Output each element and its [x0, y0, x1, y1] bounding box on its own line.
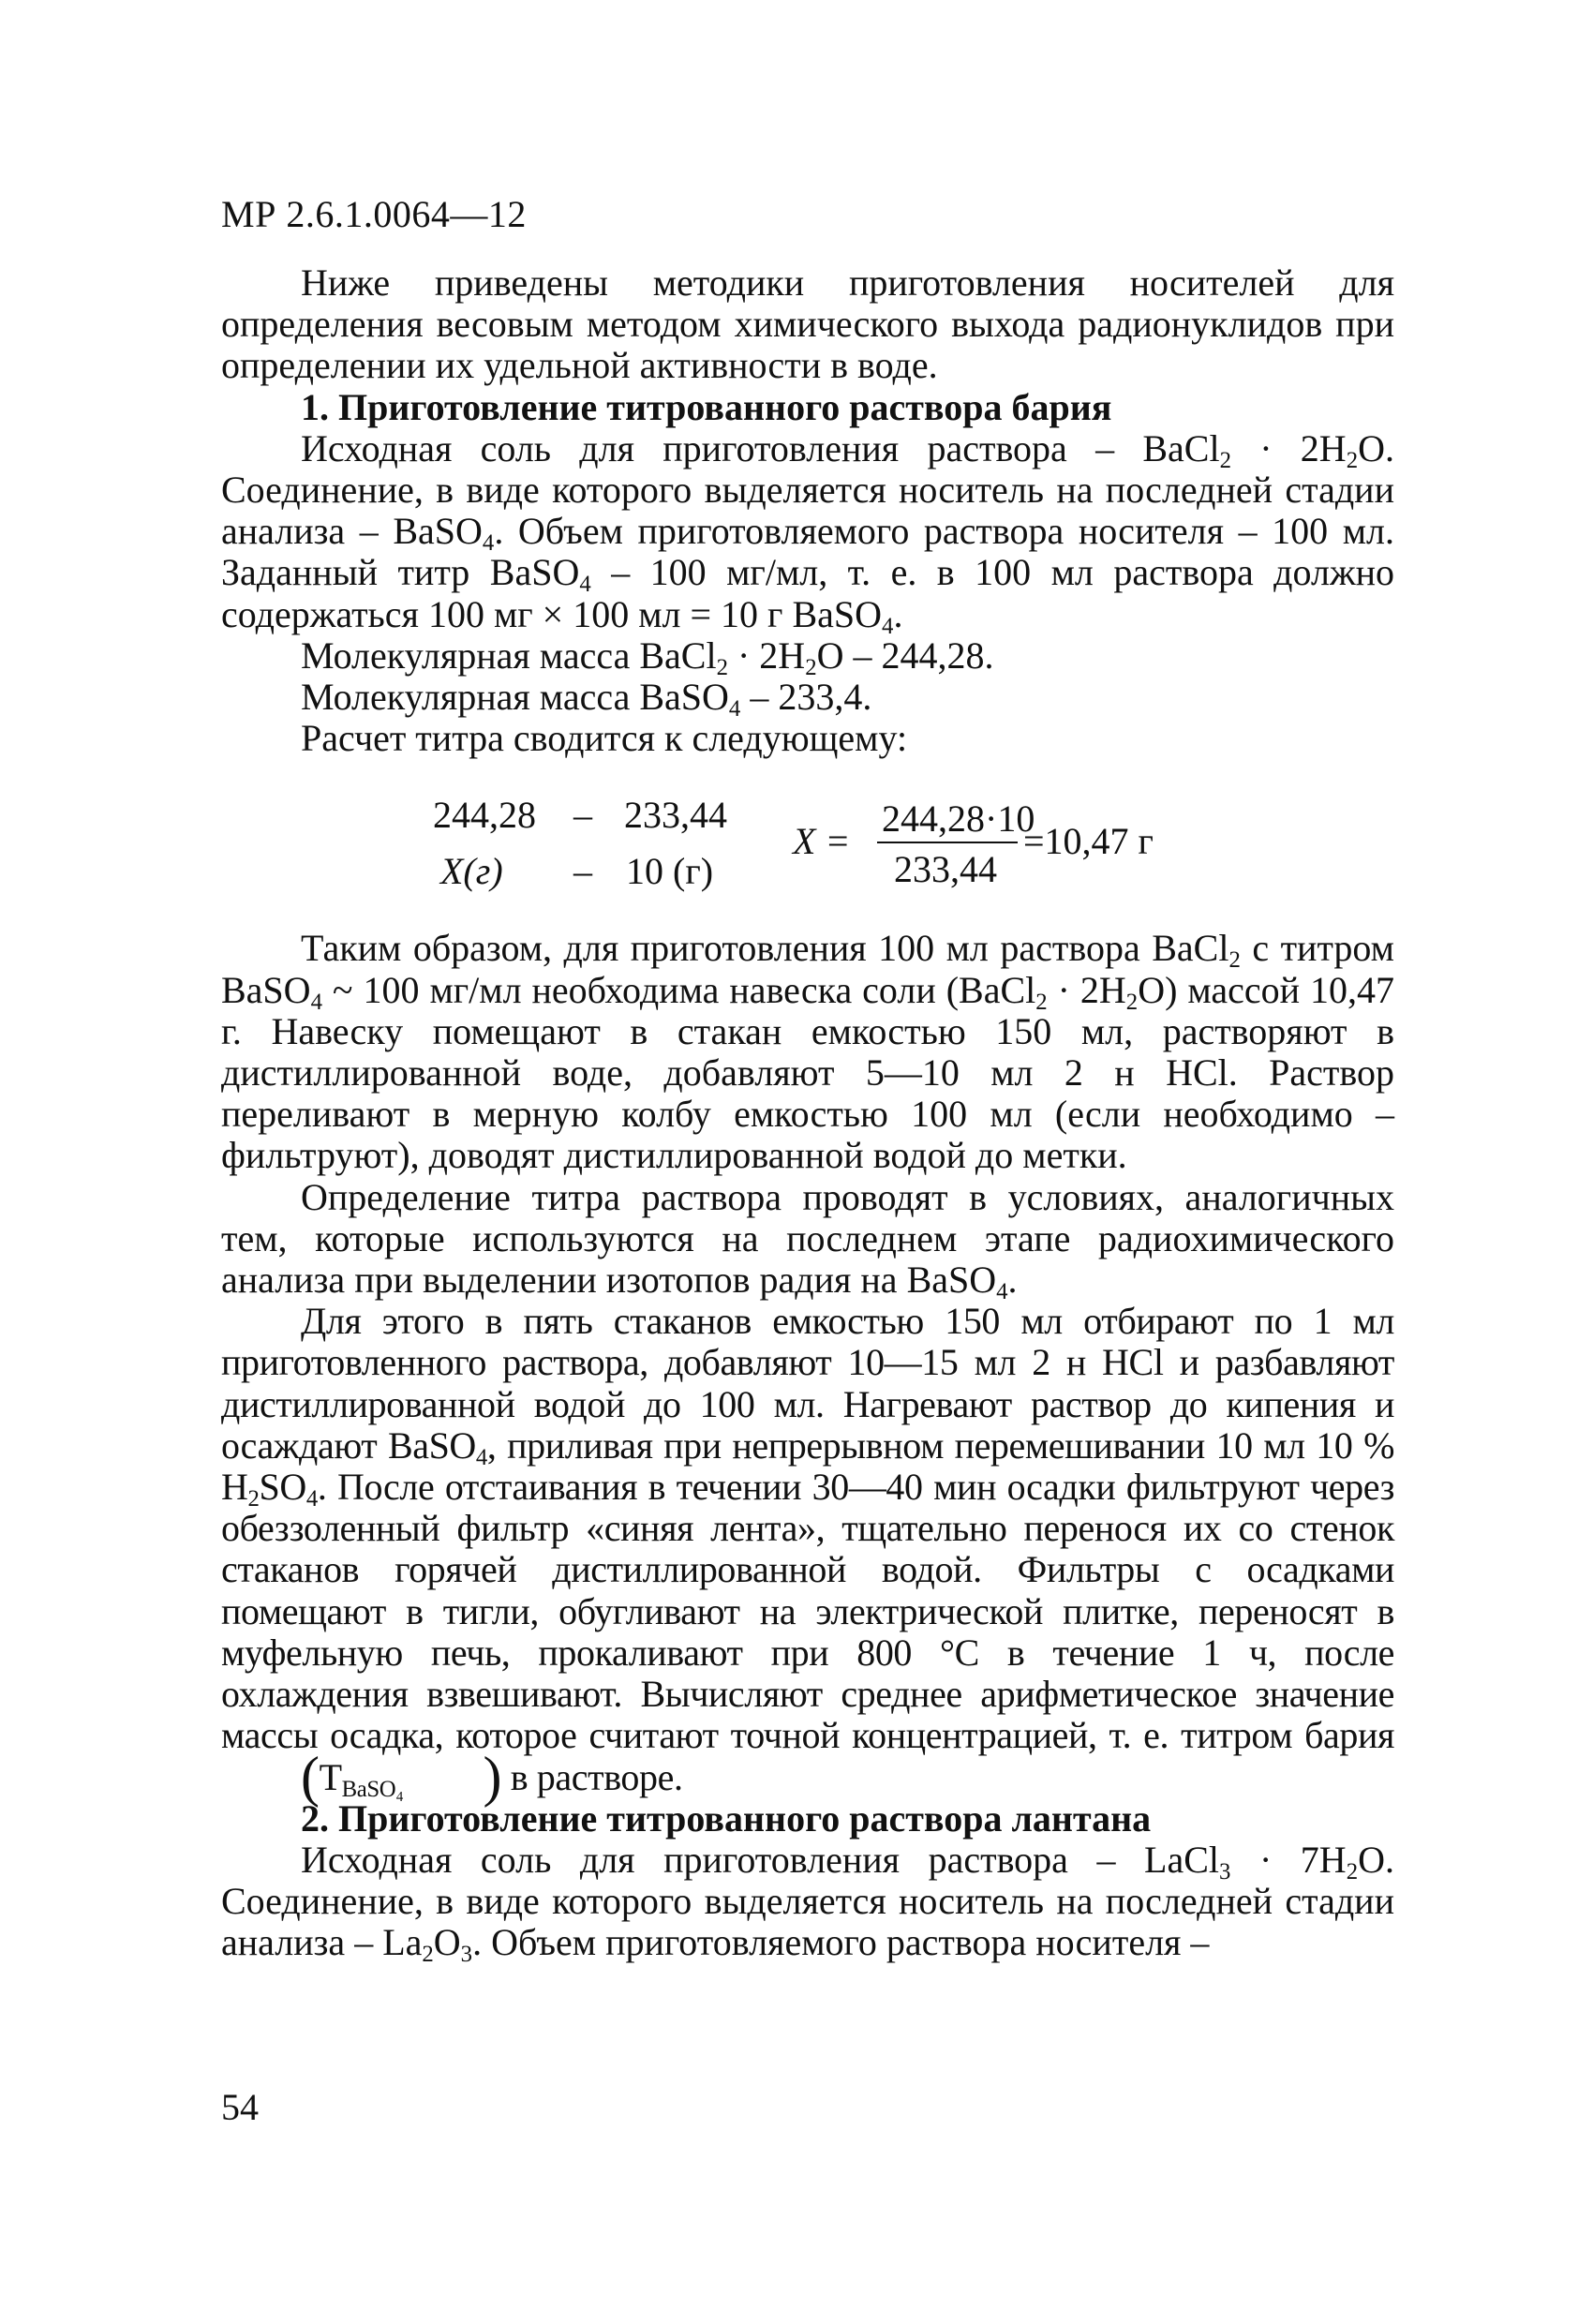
proportion-r1c3: 233,44 [624, 794, 727, 837]
formula-result: =10,47 г [1023, 820, 1154, 863]
section-2-paragraph-1: Исходная соль для приготовления раствора – LaCl$_3$ · $7H_2O$. Соединение, в виде которого выделяется носитель на последней стадии анализа – $La_2O_3$. Объем приготовляемого раствора носителя – [221, 1838, 1394, 1968]
section-1-paragraph-3: Определение титра раствора проводят в условиях, аналогичных тем, которые используются на последнем этапе радиохимического анализа при выделении изотопов радия на BaSO$_4$. [221, 1175, 1394, 1304]
document-body [221, 261, 1394, 1968]
section-1-paragraph-4: Для этого в пять стаканов емкостью 150 мл отбирают по 1 мл приготовленного раствора, добавляют 10—15 мл 2 н HCl и разбавляют дистиллированной водой до 100 мл. Нагревают раствор до кипения и осаждают BaSO$_4$, приливая при непрерывном перемешивании 10 мл 10 % $H_2SO_4$. После отстаивания в течении 30—40 мин осадки фильтруют через обеззоленный фильтр «синяя лента», тщательно перенося их со стенок стаканов горячей дистиллированной водой. Фильтры с осадками помещают в тигли, обугливают на электрической плитке, переносят в муфельную печь, прокаливают при 800 °С в течение 1 ч, после охлаждения взвешивают. Вычисляют среднее арифметическое значение массы осадка, которое считают точной концентрацией, т. е. титром бария ($T_{BaSO_4}$ ) в растворе. [221, 1300, 1394, 1808]
fraction-numerator: 244,28·10 [882, 797, 1035, 841]
titer-symbol: T [319, 1755, 342, 1798]
fraction-bar [877, 842, 1018, 843]
section-1-paragraph-2: Таким образом, для приготовления 100 мл раствора BaCl$_2$ с титром BaSO$_4$ ~ 100 мг/мл необходима навеска соли (BaCl$_2$ · $2H_2O$) массой 10,47 г. Навеску помещают в стакан емкостью 150 мл, растворяют в дистиллированной воде, добавляют 5—10 мл 2 н HCl. Раствор переливают в мерную колбу емкостью 100 мл (если необходимо – фильтруют), доводят дистиллированной водой до метки. [221, 927, 1394, 1177]
page-number: 54 [221, 2086, 259, 2128]
section-1-heading: 1. Приготовление титрованного раствора бария [301, 385, 1112, 428]
proportion-r2c3: 10 (г) [626, 850, 714, 893]
proportion-r1c2: – [573, 794, 592, 837]
section-1-paragraph-1: Исходная соль для приготовления раствора – BaCl$_2$ · $2H_2O$. Соединение, в виде которого выделяется носитель на последней стадии анализа – BaSO$_4$. Объем приготовляемого раствора носителя – 100 мл. Заданный титр BaSO$_4$ – 100 мг/мл, т. е. в 100 мл раствора должно содержаться 100 мг × 100 мл = 10 г BaSO$_4$. [221, 426, 1394, 639]
document-code: МР 2.6.1.0064—12 [221, 193, 527, 235]
x-label: X = [793, 820, 851, 863]
molecular-mass-bacl2: Молекулярная масса BaCl$_2$ · $2H_2O - 244,28$. [301, 633, 994, 680]
molecular-mass-baso4: Молекулярная масса BaSO$_4$ – 233,4. [301, 676, 872, 722]
proportion-r1c1: 244,28 [433, 794, 536, 837]
fraction-denominator: 233,44 [894, 848, 997, 891]
calculation-intro: Расчет титра сводится к следующему: [301, 717, 908, 760]
titer-formula [221, 759, 1394, 928]
intro-paragraph: Ниже приведены методики приготовления носителей для определения весовым методом химического выхода радионуклидов при определении их удельной активности в воде. [221, 261, 1394, 387]
proportion-r2c1: X(г) [440, 850, 503, 893]
section-2-heading: 2. Приготовление титрованного раствора лантана [301, 1796, 1152, 1840]
proportion-r2c2: – [573, 850, 592, 893]
